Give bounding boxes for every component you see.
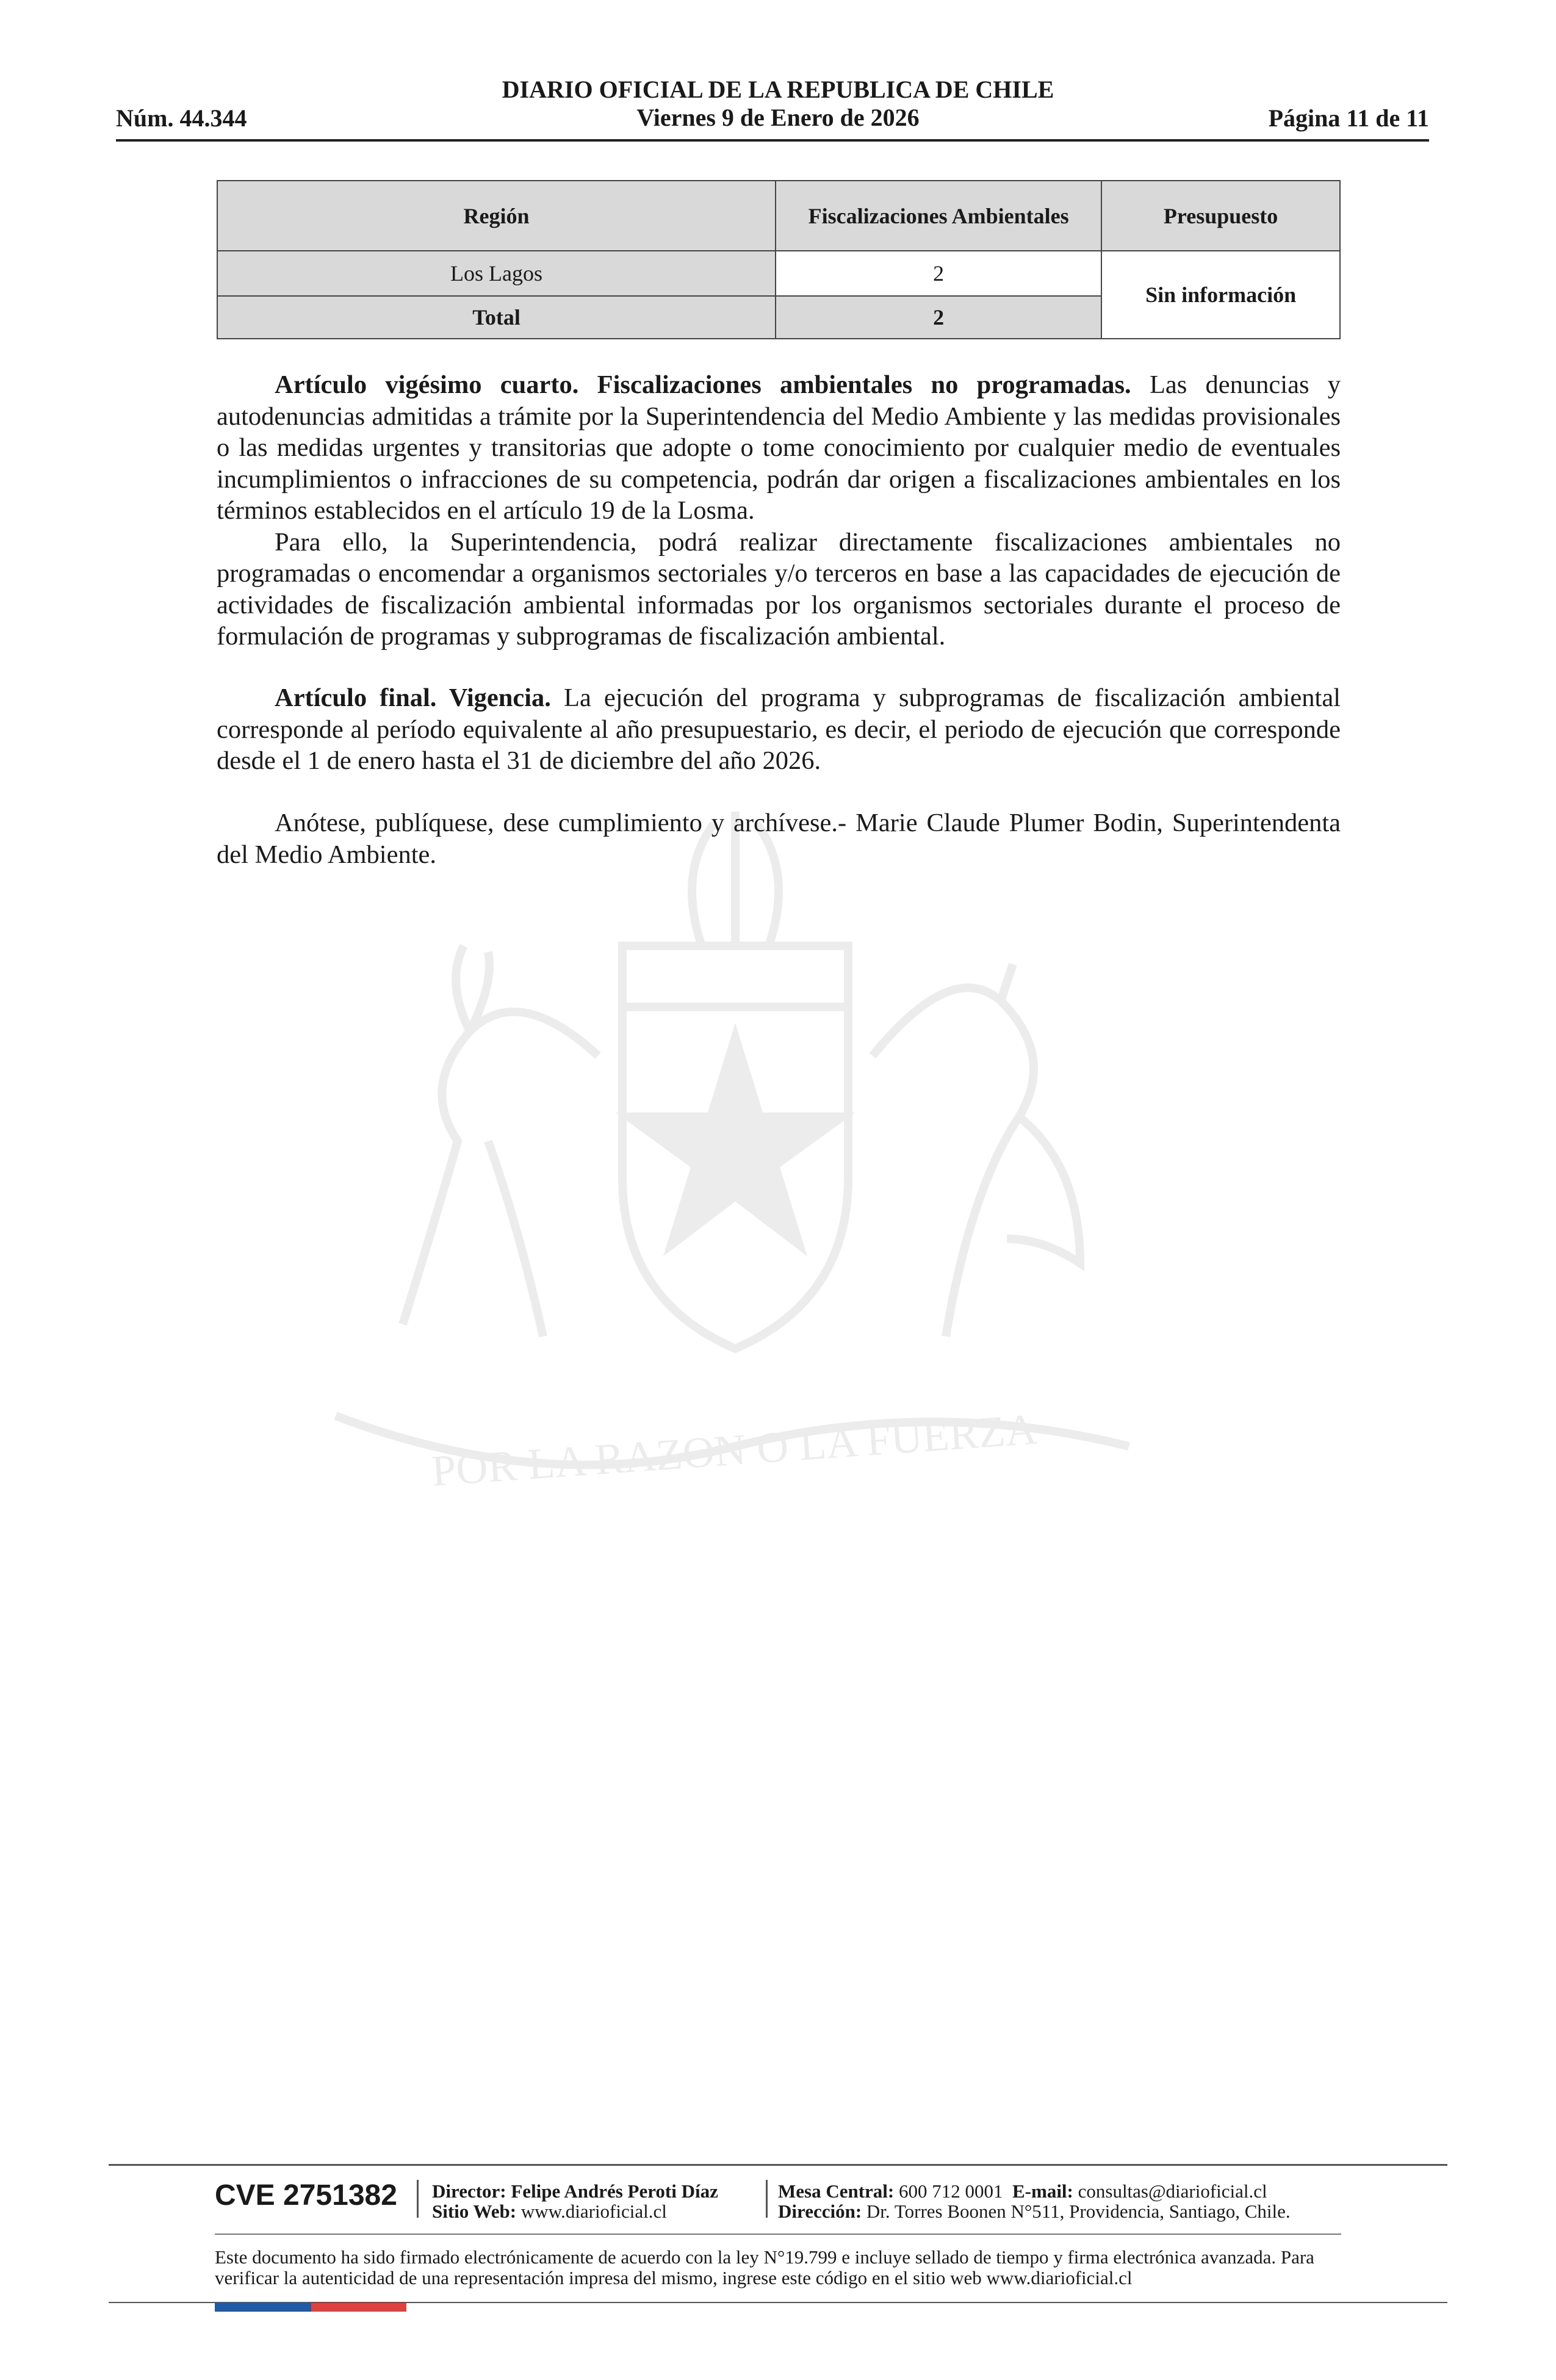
huemul-shape	[403, 946, 598, 1336]
email-link[interactable]: consultas@diarioficial.cl	[1078, 2180, 1267, 2202]
cell-presupuesto: Sin información	[1101, 251, 1340, 339]
issue-number: Núm. 44.344	[116, 104, 247, 132]
legal-notice: Este documento ha sido firmado electrónicamente de acuerdo con la ley N°19.799 e incluye sellado de tiempo y firma electrónica avanzada. Para verificar la autenticidad de una representación impresa del mismo, ingrese este código en el sitio web www.diarioficial.cl	[215, 2246, 1314, 2288]
table-row	[217, 251, 1340, 296]
website-link[interactable]: www.diarioficial.cl	[520, 2201, 667, 2222]
article-final-heading: Artículo final. Vigencia.	[275, 683, 551, 712]
article-24-heading: Artículo vigésimo cuarto. Fiscalizaciones ambientales no programadas.	[275, 370, 1131, 399]
page-number: Página 11 de 11	[1268, 104, 1429, 132]
mesa-label: Mesa Central:	[778, 2180, 895, 2202]
article-24-text-1: Las denuncias y autodenuncias admitidas a trámite por la Superintendencia del Medio Ambiente y las medidas provisionales o las medidas urgentes y transitorias que adopte o tome conocimiento por cualquier medio de eventuales incumplimientos o infracciones de su competencia, podrán dar origen a fiscalizaciones ambientales en los términos establecidos en el artículo 19 de la Losma.	[217, 370, 1341, 525]
closing-statement	[217, 807, 1341, 870]
flag-stripe-red	[311, 2303, 406, 2312]
address-value: Dr. Torres Boonen N°511, Providencia, Santiago, Chile.	[866, 2201, 1291, 2222]
footer-divider-middle	[215, 2234, 1341, 2235]
article-24	[217, 369, 1341, 652]
publication-date: Viernes 9 de Enero de 2026	[636, 104, 920, 131]
coat-of-arms-icon	[336, 812, 1129, 1465]
mesa-phone: 600 712 0001	[899, 2180, 1003, 2202]
cell-region: Los Lagos	[217, 251, 776, 296]
closing-paragraph: Anótese, publíquese, dese cumplimiento y archívese.- Marie Claude Plumer Bodin, Superintendenta del Medio Ambiente.	[217, 809, 1341, 869]
website-line	[432, 2201, 718, 2221]
table-header-row	[217, 181, 1340, 251]
header-divider	[116, 139, 1429, 142]
director-line	[432, 2181, 718, 2201]
footer-separator	[766, 2180, 768, 2218]
motto-text: POR LA RAZON O LA FUERZA	[430, 1404, 1039, 1496]
cell-total-value: 2	[776, 296, 1101, 339]
footer-contact-block	[778, 2181, 1291, 2221]
footer-separator	[417, 2180, 419, 2218]
address-label: Dirección:	[778, 2201, 862, 2222]
article-final-text: La ejecución del programa y subprogramas de fiscalización ambiental corresponde al período equivalente al año presupuestario, es decir, el periodo de ejecución que corresponde desde el 1 de enero hasta el 31 de diciembre del año 2026.	[217, 683, 1341, 775]
director-name: Felipe Andrés Peroti Díaz	[511, 2180, 718, 2202]
cell-total-label: Total	[217, 296, 776, 339]
flag-stripe-blue	[215, 2303, 311, 2312]
cell-fiscalizaciones: 2	[776, 251, 1101, 296]
column-header-presupuesto: Presupuesto	[1101, 181, 1340, 251]
footer-divider-top	[109, 2164, 1447, 2166]
email-label: E-mail:	[1012, 2180, 1073, 2202]
coat-of-arms-watermark	[201, 799, 1269, 1562]
contact-line	[778, 2181, 1291, 2201]
fiscalizaciones-table	[217, 180, 1341, 339]
column-header-fiscalizaciones: Fiscalizaciones Ambientales	[776, 181, 1101, 251]
footer-director-block	[432, 2181, 718, 2221]
column-header-region: Región	[217, 181, 776, 251]
star-shape	[629, 1037, 842, 1245]
director-label: Director:	[432, 2180, 506, 2202]
website-label: Sitio Web:	[432, 2201, 517, 2222]
article-24-paragraph-1	[217, 369, 1341, 527]
address-line	[778, 2201, 1291, 2221]
condor-shape	[873, 964, 1080, 1336]
article-final-paragraph	[217, 682, 1341, 777]
article-24-paragraph-2: Para ello, la Superintendencia, podrá realizar directamente fiscalizaciones ambientales no programadas o encomendar a organismos sectoriales y/o terceros en base a las capacidades de ejecución de actividades de fiscalización ambiental informadas por los organismos sectoriales durante el proceso de formulación de programas y subprogramas de fiscalización ambiental.	[217, 527, 1341, 651]
cve-code: CVE 2751382	[215, 2179, 397, 2212]
article-final	[217, 682, 1341, 777]
publication-title: DIARIO OFICIAL DE LA REPUBLICA DE CHILE	[502, 76, 1054, 103]
